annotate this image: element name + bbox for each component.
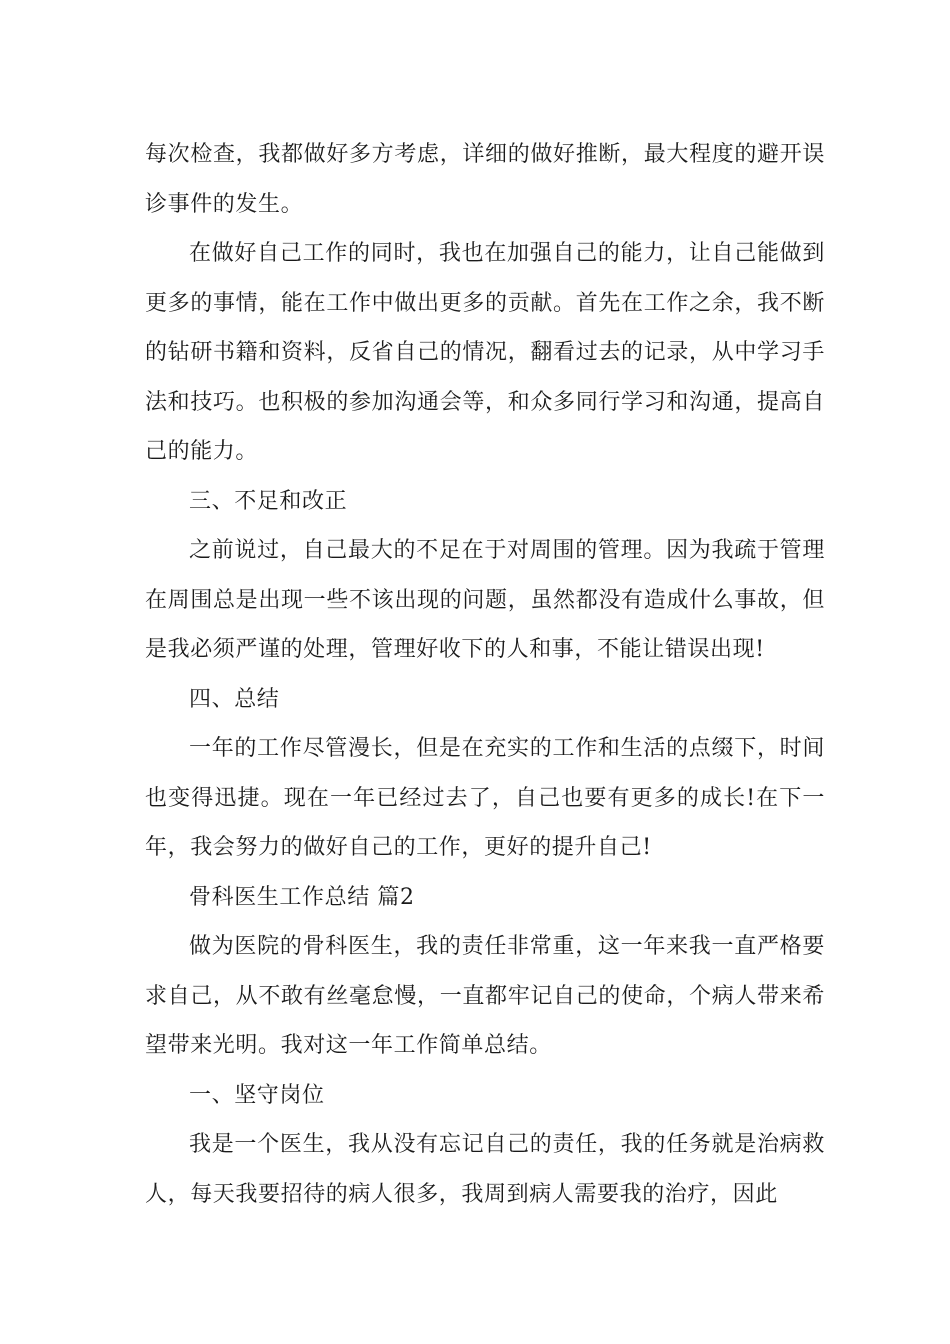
paragraph-intro-part2: 做为医院的骨科医生，我的责任非常重，这一年来我一直严格要求自己，从不敢有丝毫怠慢，一直都牢记自己的使命，个病人带来希望带来光明。我对这一年工作简单总结。: [145, 934, 825, 1058]
paragraph-shortcomings: 之前说过，自己最大的不足在于对周围的管理。因为我疏于管理在周围总是出现一些不该出现的问题，虽然都没有造成什么事故，但是我必须严谨的处理，管理好收下的人和事，不能让错误出现!: [145, 538, 825, 662]
section-heading-summary: 四、总结: [189, 686, 280, 712]
paragraph-summary: 一年的工作尽管漫长，但是在充实的工作和生活的点缀下，时间也变得迅捷。现在一年已经过去了，自己也要有更多的成长!在下一年，我会努力的做好自己的工作，更好的提升自己!: [145, 736, 825, 860]
paragraph-ability: 在做好自己工作的同时，我也在加强自己的能力，让自己能做到更多的事情，能在工作中做出更多的贡献。首先在工作之余，我不断的钻研书籍和资料，反省自己的情况，翻看过去的记录，从中学习手法和技巧。也积极的参加沟通会等，和众多同行学习和沟通，提高自己的能力。: [145, 241, 825, 464]
document-body: [145, 130, 825, 1219]
section-heading-post: 一、坚守岗位: [189, 1082, 325, 1108]
section-heading-shortcomings: 三、不足和改正: [189, 488, 348, 514]
article-title-part2: 骨科医生工作总结 篇2: [189, 884, 415, 910]
paragraph-post: 我是一个医生，我从没有忘记自己的责任，我的任务就是治病救人，每天我要招待的病人很多，我周到病人需要我的治疗，因此: [145, 1132, 825, 1207]
paragraph-continuation: 每次检查，我都做好多方考虑，详细的做好推断，最大程度的避开误诊事件的发生。: [145, 142, 825, 217]
